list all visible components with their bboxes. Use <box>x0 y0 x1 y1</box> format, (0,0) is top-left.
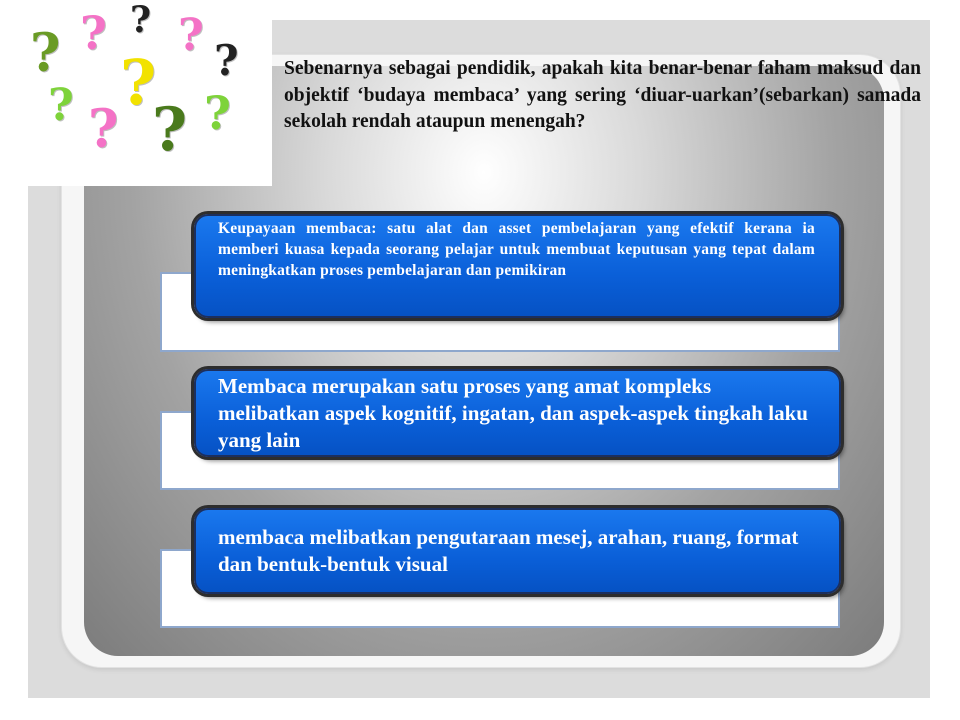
info-card-reading-ability <box>194 214 841 318</box>
card-text: membaca melibatkan pengutaraan mesej, arahan, ruang, format dan bentuk-bentuk visual <box>218 525 799 576</box>
info-card-reading-visual <box>194 508 841 594</box>
question-mark-icon: ? <box>204 86 231 140</box>
card-text: Keupayaan membaca: satu alat dan asset pembelajaran yang efektif kerana ia memberi kuasa kepada seorang pelajar untuk membuat keputusan yang tepat dalam meningkatkan proses pembelajaran dan pemikiran <box>218 220 815 279</box>
question-mark-icon: ? <box>130 0 152 41</box>
question-mark-icon: ? <box>152 95 188 165</box>
intro-question-text: Sebenarnya sebagai pendidik, apakah kita benar-benar faham maksud dan objektif ‘budaya membaca’ yang sering ‘diuar-uarkan’(sebarkan) samada sekolah rendah ataupun menengah? <box>284 58 921 132</box>
question-mark-icon: ? <box>80 6 107 60</box>
question-mark-icon: ? <box>178 10 204 61</box>
question-mark-icon: ? <box>88 99 119 160</box>
info-card-reading-process <box>194 369 841 457</box>
question-mark-icon: ? <box>214 36 239 85</box>
question-mark-icon: ? <box>120 46 157 119</box>
card-text: Membaca merupakan satu proses yang amat kompleks melibatkan aspek kognitif, ingatan, dan aspek-aspek tingkah laku yang lain <box>218 374 808 452</box>
question-marks-image <box>28 0 272 186</box>
question-mark-icon: ? <box>30 23 61 84</box>
question-mark-icon: ? <box>48 80 74 131</box>
